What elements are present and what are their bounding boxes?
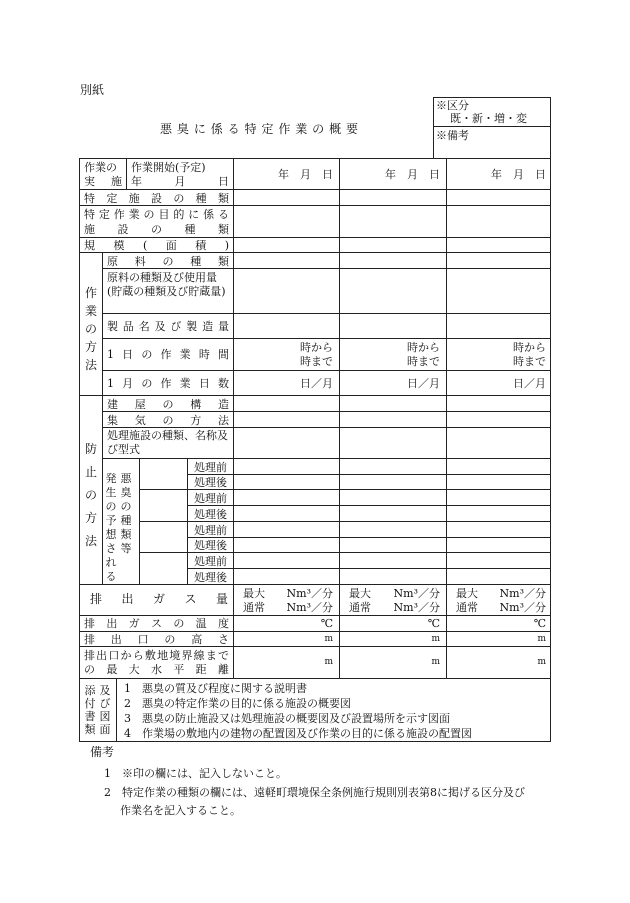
shorimae-2: 処理前 xyxy=(194,492,227,505)
mokuteki-label-2: 施設の種類 xyxy=(84,223,229,236)
tateya-label: 建屋の構造 xyxy=(107,398,229,411)
jikara-3: 時から xyxy=(513,341,546,354)
v-line xyxy=(139,458,140,584)
header-box-top xyxy=(433,97,550,98)
table-bottom xyxy=(79,741,551,742)
shori-shisetsu-label: 処理施設の種類、名称及び型式 xyxy=(107,429,228,456)
attachment-4: 4 作業場の敷地内の建物の配置図及び作業の目的に係る施設の配置図 xyxy=(124,727,472,740)
kyori-label-2: の最大水平距離 xyxy=(84,663,229,676)
shorigo-1: 処理後 xyxy=(194,476,227,489)
celsius-3: ℃ xyxy=(533,617,546,630)
h-line xyxy=(79,395,551,396)
meter-4: m xyxy=(324,657,333,667)
nm3-avg-1: Nm³／分 xyxy=(286,601,333,614)
shorigo-4: 処理後 xyxy=(194,571,227,584)
h-line xyxy=(79,615,551,616)
h-line xyxy=(79,646,551,647)
bessi-label: 別紙 xyxy=(80,83,105,97)
meter-3: m xyxy=(537,634,546,644)
meter-2: m xyxy=(431,634,440,644)
celsius-1: ℃ xyxy=(320,617,333,630)
v-line xyxy=(126,158,127,189)
meter-5: m xyxy=(431,657,440,667)
h-line xyxy=(79,205,551,206)
h-line xyxy=(139,552,551,553)
kubun-label: ※区分 xyxy=(436,99,469,112)
form-title: 悪臭に係る特定作業の概要 xyxy=(160,122,358,136)
h-line xyxy=(102,370,551,371)
saidai-2: 最大 xyxy=(349,587,371,600)
kibo-label: 規模(面積) xyxy=(84,239,229,252)
shorigo-3: 処理後 xyxy=(194,539,227,552)
jikara-1: 時から xyxy=(300,341,333,354)
saidai-3: 最大 xyxy=(456,587,478,600)
h-line xyxy=(79,678,551,679)
kyori-label-1: 排出口から敷地境界線まで xyxy=(84,649,229,662)
h-line xyxy=(187,537,551,538)
h-line xyxy=(187,474,551,475)
h-line xyxy=(102,313,551,314)
v-line xyxy=(233,158,234,678)
hassei-yoso-label: 発生の予想される xyxy=(105,472,117,583)
table-left xyxy=(79,158,80,742)
zumen-label: 及び図面 xyxy=(99,684,111,736)
meter-1: m xyxy=(324,634,333,644)
sagyo-jikan-label: 1日の作業時間 xyxy=(107,348,229,361)
h-line xyxy=(102,411,551,412)
tsujo-1: 通常 xyxy=(243,601,265,614)
nm3-max-3: Nm³／分 xyxy=(499,587,546,600)
kaishi-label: 作業開始(予定) xyxy=(131,161,206,174)
nm3-avg-2: Nm³／分 xyxy=(393,601,440,614)
note-1: 1 ※印の欄には、記入しないこと。 xyxy=(104,767,287,780)
h-line xyxy=(79,189,551,190)
haishutsu-gas-label: 排出ガス量 xyxy=(90,592,228,606)
note-2a: 2 特定作業の種類の欄には、遠軽町環境保全条例施行規則別表第8に掲げる区分及び xyxy=(104,786,525,799)
shorimae-4: 処理前 xyxy=(194,555,227,568)
jimade-1: 時まで xyxy=(300,355,333,368)
tenpu-label: 添付書類 xyxy=(84,684,96,736)
table-right xyxy=(550,158,551,742)
sagyo-nissu-label: 1月の作業日数 xyxy=(107,377,229,390)
h-line xyxy=(187,505,551,506)
jikara-2: 時から xyxy=(407,341,440,354)
nm3-max-2: Nm³／分 xyxy=(393,587,440,600)
nm3-avg-3: Nm³／分 xyxy=(499,601,546,614)
header-box-mid xyxy=(433,126,550,127)
nichi-tsuki-2: 日／月 xyxy=(407,377,440,390)
h-line xyxy=(79,252,551,253)
header-box-left xyxy=(433,97,434,158)
shorimae-1: 処理前 xyxy=(194,461,227,474)
kubun-options: 既・新・増・変 xyxy=(450,112,527,125)
v-line xyxy=(446,158,447,678)
nichi-tsuki-1: 日／月 xyxy=(300,377,333,390)
jisshi-label: 実施 xyxy=(84,175,122,188)
v-line xyxy=(339,158,340,678)
gas-ondo-label: 排出ガスの温度 xyxy=(84,617,229,630)
biko-label: ※備考 xyxy=(436,129,469,142)
akushu-shurui-label: 悪臭の種類等 xyxy=(120,472,132,555)
nm3-max-1: Nm³／分 xyxy=(286,587,333,600)
attachment-2: 2 悪臭の特定作業の目的に係る施設の概要図 xyxy=(124,697,351,710)
date-col-3: 年 月 日 xyxy=(491,168,546,181)
sagyo-houhou-label: 作業の方法 xyxy=(84,286,97,372)
seihin-label: 製品名及び製造量 xyxy=(107,320,229,333)
note-2b: 作業名を記入すること。 xyxy=(120,804,241,817)
tokutei-shisetsu-label: 特定施設の種類 xyxy=(84,192,229,205)
h-line xyxy=(79,237,551,238)
header-box-right xyxy=(550,97,551,158)
mokuteki-label-1: 特定作業の目的に係る xyxy=(84,208,229,221)
genryo-shurui-label: 原料の種類 xyxy=(107,255,229,268)
tsujo-3: 通常 xyxy=(456,601,478,614)
h-line xyxy=(102,268,551,269)
sagyo-no-label: 作業の xyxy=(84,161,117,174)
celsius-2: ℃ xyxy=(427,617,440,630)
saidai-1: 最大 xyxy=(243,587,265,600)
attachment-1: 1 悪臭の質及び程度に関する説明書 xyxy=(124,682,307,695)
boshi-houhou-label: 防止の方法 xyxy=(84,442,97,548)
h-line xyxy=(79,584,551,585)
h-line xyxy=(139,489,551,490)
meter-6: m xyxy=(537,657,546,667)
table-top xyxy=(79,158,551,159)
notes-title: 備考 xyxy=(90,745,115,759)
h-line xyxy=(79,631,551,632)
shorimae-3: 処理前 xyxy=(194,524,227,537)
v-line xyxy=(116,678,117,741)
jimade-2: 時まで xyxy=(407,355,440,368)
attachment-3: 3 悪臭の防止施設又は処理施設の概要図及び設置場所を示す図面 xyxy=(124,712,450,725)
shorigo-2: 処理後 xyxy=(194,508,227,521)
genryo-shiyou-label: 原料の種類及び使用量(貯蔵の種類及び貯蔵量) xyxy=(107,271,226,298)
tsujo-2: 通常 xyxy=(349,601,371,614)
h-line xyxy=(187,568,551,569)
takasa-label: 排出口の高さ xyxy=(84,633,229,646)
h-line xyxy=(139,521,551,522)
date-col-2: 年 月 日 xyxy=(385,168,440,181)
h-line xyxy=(102,338,551,339)
shuki-label: 集気の方法 xyxy=(107,414,229,427)
date-col-1: 年 月 日 xyxy=(278,168,333,181)
nichi-tsuki-3: 日／月 xyxy=(513,377,546,390)
jimade-3: 時まで xyxy=(513,355,546,368)
h-line xyxy=(102,458,551,459)
kaishi-date: 年 月 日 xyxy=(131,175,229,188)
h-line xyxy=(102,427,551,428)
v-line xyxy=(102,252,103,584)
